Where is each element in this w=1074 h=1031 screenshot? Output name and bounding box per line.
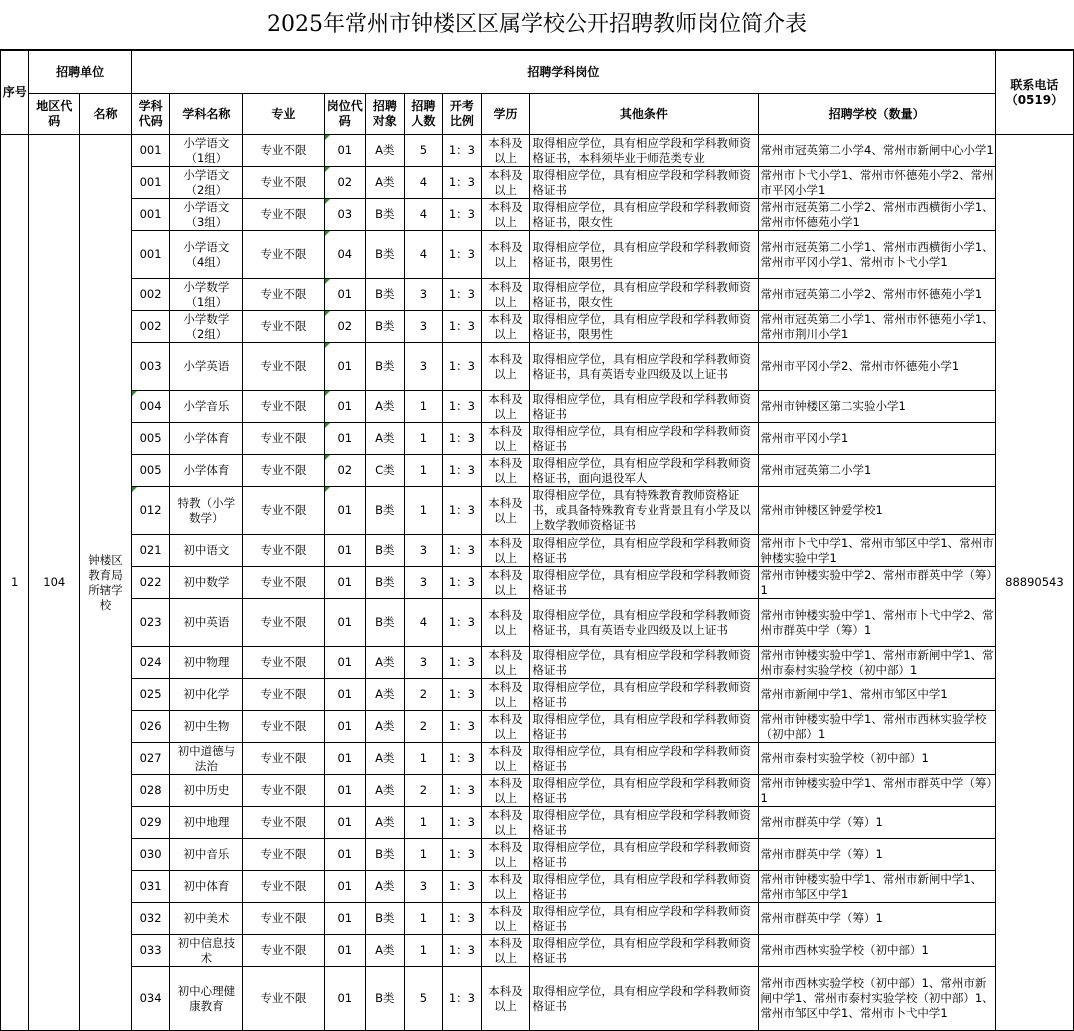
table-row [1, 903, 1074, 935]
major-cell: 专业不限 [243, 199, 324, 231]
count-cell: 3 [404, 535, 443, 567]
subject-code-cell: 029 [131, 807, 170, 839]
table-row [1, 935, 1074, 967]
schools-cell: 常州市卜弋中学1、常州市邹区中学1、常州市钟楼实验中学1 [758, 535, 995, 567]
major-cell: 专业不限 [243, 775, 324, 807]
target-cell: A类 [366, 935, 405, 967]
table-row [1, 599, 1074, 647]
education-cell: 本科及以上 [481, 567, 530, 599]
table-row [1, 231, 1074, 279]
subject-code-cell: 023 [131, 599, 170, 647]
header-education: 学历 [481, 94, 530, 135]
count-cell: 1 [404, 903, 443, 935]
ratio-cell: 1：3 [443, 231, 482, 279]
target-cell: A类 [366, 647, 405, 679]
education-cell: 本科及以上 [481, 839, 530, 871]
count-cell: 1 [404, 743, 443, 775]
schools-cell: 常州市钟楼实验中学1、常州市群英中学（筹）1 [758, 775, 995, 807]
target-cell: B类 [366, 199, 405, 231]
phone-cell: 88890543 [995, 135, 1073, 1031]
count-cell: 1 [404, 935, 443, 967]
subject-name-cell: 初中信息技术 [170, 935, 243, 967]
post-code-cell: 01 [324, 391, 366, 423]
major-cell: 专业不限 [243, 967, 324, 1031]
subject-code-cell: 032 [131, 903, 170, 935]
education-cell: 本科及以上 [481, 343, 530, 391]
education-cell: 本科及以上 [481, 167, 530, 199]
header-phone: 联系电话（0519） [995, 51, 1073, 135]
major-cell: 专业不限 [243, 567, 324, 599]
major-cell: 专业不限 [243, 279, 324, 311]
conditions-cell: 取得相应学位，具有相应学段和学科教师资格证书 [530, 839, 758, 871]
table-row [1, 679, 1074, 711]
conditions-cell: 取得相应学位，具有相应学段和学科教师资格证书，限男性 [530, 311, 758, 343]
post-code-cell: 01 [324, 775, 366, 807]
header-unit-group: 招聘单位 [29, 51, 131, 94]
table-body [1, 135, 1074, 1031]
conditions-cell: 取得相应学位，具有相应学段和学科教师资格证书 [530, 711, 758, 743]
post-code-cell: 02 [324, 455, 366, 487]
subject-code-cell: 033 [131, 935, 170, 967]
ratio-cell: 1：3 [443, 775, 482, 807]
target-cell: B类 [366, 231, 405, 279]
post-code-cell: 01 [324, 135, 366, 167]
post-code-cell: 01 [324, 871, 366, 903]
subject-code-cell: 024 [131, 647, 170, 679]
table-row [1, 647, 1074, 679]
schools-cell: 常州市钟楼实验中学2、常州市群英中学（筹）1 [758, 567, 995, 599]
post-code-cell: 01 [324, 535, 366, 567]
education-cell: 本科及以上 [481, 535, 530, 567]
target-cell: B类 [366, 567, 405, 599]
ratio-cell: 1：3 [443, 967, 482, 1031]
schools-cell: 常州市平冈小学1 [758, 423, 995, 455]
count-cell: 4 [404, 167, 443, 199]
target-cell: B类 [366, 599, 405, 647]
education-cell: 本科及以上 [481, 935, 530, 967]
area-code-cell: 104 [29, 135, 80, 1031]
table-row [1, 871, 1074, 903]
major-cell: 专业不限 [243, 135, 324, 167]
ratio-cell: 1：3 [443, 567, 482, 599]
header-schools: 招聘学校（数量） [758, 94, 995, 135]
subject-name-cell: 初中美术 [170, 903, 243, 935]
table-row [1, 167, 1074, 199]
subject-name-cell: 小学体育 [170, 423, 243, 455]
subject-name-cell: 小学语文（2组） [170, 167, 243, 199]
schools-cell: 常州市群英中学（筹）1 [758, 903, 995, 935]
subject-name-cell: 初中化学 [170, 679, 243, 711]
table-row [1, 343, 1074, 391]
target-cell: A类 [366, 711, 405, 743]
count-cell: 4 [404, 599, 443, 647]
post-code-cell: 04 [324, 231, 366, 279]
conditions-cell: 取得相应学位，具有相应学段和学科教师资格证书，具有英语专业四级及以上证书 [530, 599, 758, 647]
post-code-cell: 01 [324, 839, 366, 871]
post-code-cell: 01 [324, 423, 366, 455]
schools-cell: 常州市西林实验学校（初中部）1 [758, 935, 995, 967]
conditions-cell: 取得相应学位，具有相应学段和学科教师资格证书，限女性 [530, 199, 758, 231]
header-subject-name: 学科名称 [170, 94, 243, 135]
ratio-cell: 1：3 [443, 391, 482, 423]
target-cell: B类 [366, 311, 405, 343]
conditions-cell: 取得相应学位，具有相应学段和学科教师资格证书 [530, 967, 758, 1031]
subject-code-cell: 030 [131, 839, 170, 871]
post-code-cell: 01 [324, 487, 366, 535]
ratio-cell: 1：3 [443, 199, 482, 231]
subject-name-cell: 特教（小学数学） [170, 487, 243, 535]
ratio-cell: 1：3 [443, 743, 482, 775]
conditions-cell: 取得相应学位，具有相应学段和学科教师资格证书 [530, 391, 758, 423]
education-cell: 本科及以上 [481, 647, 530, 679]
post-code-cell: 02 [324, 311, 366, 343]
schools-cell: 常州市平冈小学2、常州市怀德苑小学1 [758, 343, 995, 391]
table-row [1, 455, 1074, 487]
table-row [1, 135, 1074, 167]
count-cell: 5 [404, 967, 443, 1031]
count-cell: 4 [404, 199, 443, 231]
table-row [1, 743, 1074, 775]
major-cell: 专业不限 [243, 839, 324, 871]
subject-name-cell: 初中历史 [170, 775, 243, 807]
target-cell: A类 [366, 135, 405, 167]
table-row [1, 423, 1074, 455]
count-cell: 3 [404, 343, 443, 391]
major-cell: 专业不限 [243, 535, 324, 567]
schools-cell: 常州市西林实验学校（初中部）1、常州市新闸中学1、常州市泰村实验学校（初中部）1、常州市邹区中学1、常州市卜弋中学1 [758, 967, 995, 1031]
post-code-cell: 01 [324, 647, 366, 679]
conditions-cell: 取得相应学位，具有特殊教育教师资格证书，或具备特殊教育专业背景且有小学及以上数学教师资格证书 [530, 487, 758, 535]
header-ratio: 开考比例 [443, 94, 482, 135]
major-cell: 专业不限 [243, 167, 324, 199]
schools-cell: 常州市钟楼实验中学1、常州市新闸中学1、 常州市邹区中学1 [758, 871, 995, 903]
target-cell: A类 [366, 807, 405, 839]
post-code-cell: 01 [324, 935, 366, 967]
subject-code-cell: 021 [131, 535, 170, 567]
subject-code-cell: 002 [131, 311, 170, 343]
ratio-cell: 1：3 [443, 871, 482, 903]
education-cell: 本科及以上 [481, 599, 530, 647]
education-cell: 本科及以上 [481, 231, 530, 279]
target-cell: B类 [366, 279, 405, 311]
count-cell: 3 [404, 567, 443, 599]
subject-name-cell: 小学语文（4组） [170, 231, 243, 279]
schools-cell: 常州市钟楼区第二实验小学1 [758, 391, 995, 423]
subject-name-cell: 初中物理 [170, 647, 243, 679]
education-cell: 本科及以上 [481, 423, 530, 455]
ratio-cell: 1：3 [443, 343, 482, 391]
subject-name-cell: 初中生物 [170, 711, 243, 743]
subject-name-cell: 初中体育 [170, 871, 243, 903]
subject-name-cell: 小学语文（1组） [170, 135, 243, 167]
ratio-cell: 1：3 [443, 311, 482, 343]
subject-code-cell: 002 [131, 279, 170, 311]
table-row [1, 839, 1074, 871]
table-row [1, 279, 1074, 311]
major-cell: 专业不限 [243, 743, 324, 775]
count-cell: 1 [404, 455, 443, 487]
count-cell: 2 [404, 679, 443, 711]
target-cell: A类 [366, 871, 405, 903]
ratio-cell: 1：3 [443, 807, 482, 839]
ratio-cell: 1：3 [443, 167, 482, 199]
schools-cell: 常州市钟楼区钟爱学校1 [758, 487, 995, 535]
count-cell: 3 [404, 311, 443, 343]
header-target: 招聘对象 [366, 94, 405, 135]
education-cell: 本科及以上 [481, 279, 530, 311]
table-row [1, 311, 1074, 343]
target-cell: A类 [366, 679, 405, 711]
subject-name-cell: 小学数学（1组） [170, 279, 243, 311]
schools-cell: 常州市冠英第二小学1、常州市怀德苑小学1、常州市荆川小学1 [758, 311, 995, 343]
count-cell: 1 [404, 807, 443, 839]
major-cell: 专业不限 [243, 935, 324, 967]
unit-name-cell: 钟楼区教育局所辖学校 [80, 135, 132, 1031]
table-row [1, 711, 1074, 743]
education-cell: 本科及以上 [481, 199, 530, 231]
subject-code-cell: 005 [131, 455, 170, 487]
major-cell: 专业不限 [243, 311, 324, 343]
conditions-cell: 取得相应学位，具有相应学段和学科教师资格证书，限女性 [530, 279, 758, 311]
post-code-cell: 01 [324, 599, 366, 647]
ratio-cell: 1：3 [443, 487, 482, 535]
ratio-cell: 1：3 [443, 647, 482, 679]
major-cell: 专业不限 [243, 679, 324, 711]
major-cell: 专业不限 [243, 903, 324, 935]
recruitment-table [0, 50, 1074, 1031]
major-cell: 专业不限 [243, 711, 324, 743]
schools-cell: 常州市群英中学（筹）1 [758, 807, 995, 839]
schools-cell: 常州市卜弋小学1、常州市怀德苑小学2、常州市平冈小学1 [758, 167, 995, 199]
schools-cell: 常州市冠英第二小学2、常州市西横街小学1、常州市怀德苑小学1 [758, 199, 995, 231]
schools-cell: 常州市泰村实验学校（初中部）1 [758, 743, 995, 775]
subject-name-cell: 初中音乐 [170, 839, 243, 871]
education-cell: 本科及以上 [481, 903, 530, 935]
schools-cell: 常州市钟楼实验中学1、常州市西林实验学校（初中部）1 [758, 711, 995, 743]
post-code-cell: 01 [324, 279, 366, 311]
conditions-cell: 取得相应学位，具有相应学段和学科教师资格证书 [530, 423, 758, 455]
post-code-cell: 01 [324, 807, 366, 839]
education-cell: 本科及以上 [481, 775, 530, 807]
table-row [1, 807, 1074, 839]
major-cell: 专业不限 [243, 647, 324, 679]
subject-name-cell: 初中心理健康教育 [170, 967, 243, 1031]
header-major: 专业 [243, 94, 324, 135]
page-title: 2025年常州市钟楼区区属学校公开招聘教师岗位简介表 [0, 0, 1074, 50]
count-cell: 1 [404, 423, 443, 455]
subject-code-cell: 012 [131, 487, 170, 535]
post-code-cell: 01 [324, 679, 366, 711]
count-cell: 1 [404, 487, 443, 535]
ratio-cell: 1：3 [443, 679, 482, 711]
education-cell: 本科及以上 [481, 391, 530, 423]
education-cell: 本科及以上 [481, 679, 530, 711]
conditions-cell: 取得相应学位，具有相应学段和学科教师资格证书 [530, 871, 758, 903]
target-cell: A类 [366, 423, 405, 455]
conditions-cell: 取得相应学位，具有相应学段和学科教师资格证书 [530, 743, 758, 775]
count-cell: 3 [404, 871, 443, 903]
major-cell: 专业不限 [243, 807, 324, 839]
major-cell: 专业不限 [243, 343, 324, 391]
target-cell: A类 [366, 775, 405, 807]
conditions-cell: 取得相应学位，具有相应学段和学科教师资格证书，具有英语专业四级及以上证书 [530, 343, 758, 391]
conditions-cell: 取得相应学位，具有相应学段和学科教师资格证书 [530, 935, 758, 967]
ratio-cell: 1：3 [443, 135, 482, 167]
ratio-cell: 1：3 [443, 279, 482, 311]
subject-code-cell: 025 [131, 679, 170, 711]
post-code-cell: 02 [324, 167, 366, 199]
table-row [1, 199, 1074, 231]
conditions-cell: 取得相应学位，具有相应学段和学科教师资格证书 [530, 775, 758, 807]
schools-cell: 常州市新闸中学1、常州市邹区中学1 [758, 679, 995, 711]
subject-name-cell: 小学英语 [170, 343, 243, 391]
count-cell: 3 [404, 279, 443, 311]
subject-name-cell: 小学数学（2组） [170, 311, 243, 343]
header-name: 名称 [80, 94, 132, 135]
subject-name-cell: 初中英语 [170, 599, 243, 647]
schools-cell: 常州市冠英第二小学1、常州市西横街小学1、常州市平冈小学1、常州市卜弋小学1 [758, 231, 995, 279]
table-row [1, 535, 1074, 567]
header-conditions: 其他条件 [530, 94, 758, 135]
target-cell: B类 [366, 535, 405, 567]
table-row [1, 391, 1074, 423]
conditions-cell: 取得相应学位，具有相应学段和学科教师资格证书，面向退役军人 [530, 455, 758, 487]
header-count: 招聘人数 [404, 94, 443, 135]
education-cell: 本科及以上 [481, 743, 530, 775]
subject-name-cell: 初中地理 [170, 807, 243, 839]
post-code-cell: 01 [324, 343, 366, 391]
major-cell: 专业不限 [243, 599, 324, 647]
subject-name-cell: 小学音乐 [170, 391, 243, 423]
major-cell: 专业不限 [243, 871, 324, 903]
education-cell: 本科及以上 [481, 711, 530, 743]
conditions-cell: 取得相应学位，具有相应学段和学科教师资格证书，限男性 [530, 231, 758, 279]
post-code-cell: 01 [324, 711, 366, 743]
post-code-cell: 01 [324, 743, 366, 775]
subject-code-cell: 005 [131, 423, 170, 455]
target-cell: B类 [366, 903, 405, 935]
conditions-cell: 取得相应学位，具有相应学段和学科教师资格证书 [530, 567, 758, 599]
subject-code-cell: 001 [131, 231, 170, 279]
ratio-cell: 1：3 [443, 903, 482, 935]
count-cell: 5 [404, 135, 443, 167]
count-cell: 1 [404, 391, 443, 423]
target-cell: A类 [366, 167, 405, 199]
header-area-code: 地区代码 [29, 94, 80, 135]
education-cell: 本科及以上 [481, 455, 530, 487]
target-cell: C类 [366, 455, 405, 487]
major-cell: 专业不限 [243, 455, 324, 487]
target-cell: B类 [366, 967, 405, 1031]
subject-name-cell: 小学语文（3组） [170, 199, 243, 231]
education-cell: 本科及以上 [481, 487, 530, 535]
target-cell: B类 [366, 343, 405, 391]
education-cell: 本科及以上 [481, 135, 530, 167]
header-seq: 序号 [1, 51, 29, 135]
post-code-cell: 01 [324, 967, 366, 1031]
education-cell: 本科及以上 [481, 311, 530, 343]
subject-name-cell: 初中道德与法治 [170, 743, 243, 775]
conditions-cell: 取得相应学位，具有相应学段和学科教师资格证书，本科须毕业于师范类专业 [530, 135, 758, 167]
schools-cell: 常州市钟楼实验中学1、常州市新闸中学1、常州市泰村实验学校（初中部）1 [758, 647, 995, 679]
ratio-cell: 1：3 [443, 535, 482, 567]
conditions-cell: 取得相应学位，具有相应学段和学科教师资格证书 [530, 807, 758, 839]
post-code-cell: 01 [324, 567, 366, 599]
schools-cell: 常州市钟楼实验中学1、常州市卜弋中学2、常州市群英中学（筹）1 [758, 599, 995, 647]
subject-code-cell: 034 [131, 967, 170, 1031]
major-cell: 专业不限 [243, 231, 324, 279]
schools-cell: 常州市冠英第二小学4、常州市新闸中心小学1 [758, 135, 995, 167]
conditions-cell: 取得相应学位，具有相应学段和学科教师资格证书 [530, 903, 758, 935]
subject-code-cell: 003 [131, 343, 170, 391]
subject-code-cell: 001 [131, 167, 170, 199]
count-cell: 2 [404, 775, 443, 807]
subject-code-cell: 026 [131, 711, 170, 743]
target-cell: A类 [366, 391, 405, 423]
major-cell: 专业不限 [243, 391, 324, 423]
post-code-cell: 03 [324, 199, 366, 231]
subject-code-cell: 001 [131, 135, 170, 167]
seq-cell: 1 [1, 135, 29, 1031]
major-cell: 专业不限 [243, 487, 324, 535]
subject-code-cell: 027 [131, 743, 170, 775]
education-cell: 本科及以上 [481, 871, 530, 903]
count-cell: 2 [404, 711, 443, 743]
subject-code-cell: 001 [131, 199, 170, 231]
count-cell: 3 [404, 647, 443, 679]
conditions-cell: 取得相应学位，具有相应学段和学科教师资格证书 [530, 167, 758, 199]
target-cell: A类 [366, 743, 405, 775]
subject-code-cell: 022 [131, 567, 170, 599]
subject-name-cell: 初中数学 [170, 567, 243, 599]
count-cell: 4 [404, 231, 443, 279]
target-cell: B类 [366, 487, 405, 535]
header-subject-code: 学科代码 [131, 94, 170, 135]
conditions-cell: 取得相应学位，具有相应学段和学科教师资格证书 [530, 679, 758, 711]
subject-code-cell: 028 [131, 775, 170, 807]
schools-cell: 常州市群英中学（筹）1 [758, 839, 995, 871]
ratio-cell: 1：3 [443, 455, 482, 487]
major-cell: 专业不限 [243, 423, 324, 455]
schools-cell: 常州市冠英第二小学1 [758, 455, 995, 487]
schools-cell: 常州市冠英第二小学2、常州市怀德苑小学1 [758, 279, 995, 311]
table-row [1, 487, 1074, 535]
post-code-cell: 01 [324, 903, 366, 935]
education-cell: 本科及以上 [481, 807, 530, 839]
table-row [1, 967, 1074, 1031]
subject-name-cell: 初中语文 [170, 535, 243, 567]
ratio-cell: 1：3 [443, 599, 482, 647]
education-cell: 本科及以上 [481, 967, 530, 1031]
subject-code-cell: 004 [131, 391, 170, 423]
table-row [1, 567, 1074, 599]
ratio-cell: 1：3 [443, 711, 482, 743]
target-cell: B类 [366, 839, 405, 871]
table-row [1, 775, 1074, 807]
header-post-group: 招聘学科岗位 [131, 51, 995, 94]
ratio-cell: 1：3 [443, 423, 482, 455]
subject-name-cell: 小学体育 [170, 455, 243, 487]
ratio-cell: 1：3 [443, 935, 482, 967]
count-cell: 1 [404, 839, 443, 871]
subject-code-cell: 031 [131, 871, 170, 903]
conditions-cell: 取得相应学位，具有相应学段和学科教师资格证书 [530, 535, 758, 567]
ratio-cell: 1：3 [443, 839, 482, 871]
header-post-code: 岗位代码 [324, 94, 366, 135]
conditions-cell: 取得相应学位，具有相应学段和学科教师资格证书 [530, 647, 758, 679]
